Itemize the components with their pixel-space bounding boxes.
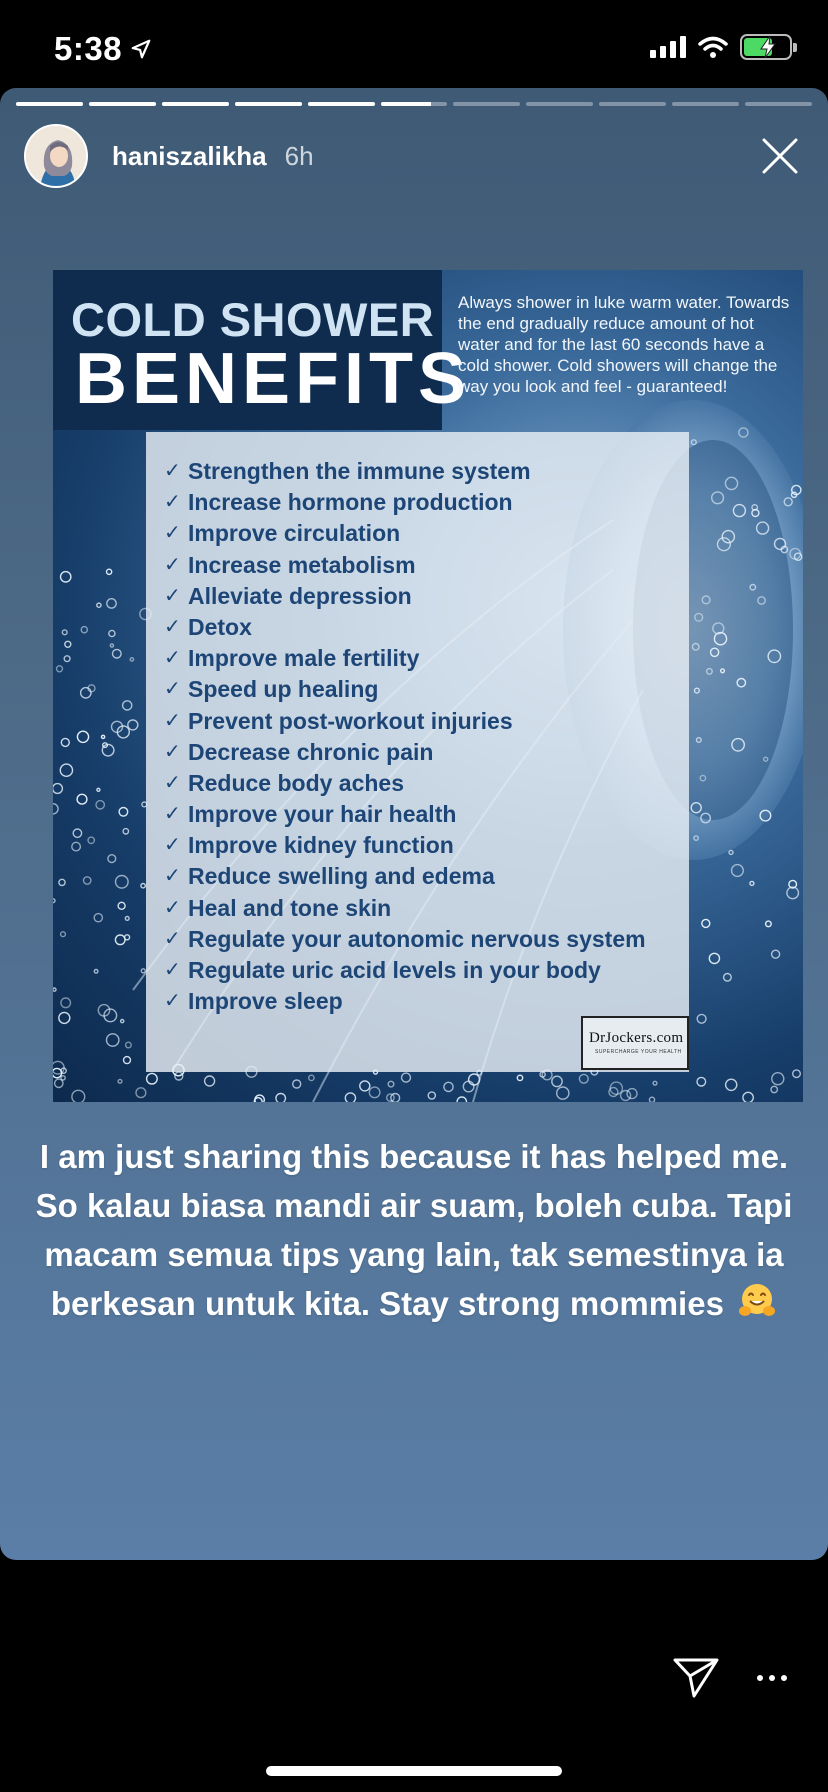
benefit-text: Improve male fertility [188,645,420,672]
logo-subtext: SUPERCHARGE YOUR HEALTH [595,1049,682,1055]
benefit-text: Regulate your autonomic nervous system [188,925,646,952]
paper-plane-icon[interactable] [672,1656,720,1700]
story-progress-segment [16,102,83,106]
benefit-item [164,861,646,892]
checkmark-icon: ✓ [164,927,181,950]
checkmark-icon: ✓ [164,990,181,1013]
benefit-item [164,799,646,830]
logo-text: DrJockers.com [589,1030,684,1046]
hugging-face-emoji-icon [737,1281,777,1321]
story-header [24,124,804,188]
wifi-icon [698,35,728,59]
benefits-list [164,456,646,1017]
benefit-item [164,487,646,518]
story-progress-segment [308,102,375,106]
benefit-item [164,612,646,643]
avatar[interactable] [24,124,88,188]
close-icon[interactable] [760,136,800,176]
benefit-item [164,924,646,955]
benefit-item [164,674,646,705]
cellular-signal-icon [650,36,686,58]
checkmark-icon: ✓ [164,553,181,576]
story-progress-segment [672,102,739,106]
home-indicator[interactable] [266,1766,562,1776]
checkmark-icon: ✓ [164,460,181,482]
benefit-text: Detox [188,613,252,640]
status-bar [0,0,828,88]
benefit-item [164,456,646,487]
story-timestamp: 6h [284,140,314,171]
story-caption [34,1132,794,1328]
checkmark-icon: ✓ [164,803,181,826]
status-indicators [650,34,792,60]
ellipsis-icon[interactable] [752,1668,792,1688]
benefit-item [164,643,646,674]
benefit-item [164,830,646,861]
benefit-text: Strengthen the immune system [188,458,531,484]
benefit-item [164,893,646,924]
story-progress-segment [162,102,229,106]
benefit-item [164,581,646,612]
checkmark-icon: ✓ [164,771,181,794]
checkmark-icon: ✓ [164,678,181,701]
story-viewer[interactable] [0,88,828,1560]
story-progress-segment [89,102,156,106]
checkmark-icon: ✓ [164,615,181,638]
benefit-item [164,706,646,737]
checkmark-icon: ✓ [164,865,181,888]
story-progress-segment [599,102,666,106]
checkmark-icon: ✓ [164,647,181,670]
checkmark-icon: ✓ [164,959,181,981]
benefits-panel [146,432,689,1072]
benefit-item [164,986,646,1017]
benefit-text: Regulate uric acid levels in your body [188,957,601,983]
benefit-item [164,768,646,799]
story-footer [0,1560,828,1792]
benefit-text: Improve your hair health [188,801,457,828]
status-time [54,30,152,68]
benefit-item [164,518,646,549]
benefit-text: Improve kidney function [188,832,454,859]
infographic-title-line2: BENEFITS [75,339,472,419]
caption-text: I am just sharing this because it has helped me. So kalau biasa mandi air suam, boleh cuba. Tapi macam semua tips yang lain, tak semestinya ia berkesan untuk kita. Stay strong mommies [35,1138,793,1322]
profile-picture-illustration [26,126,88,188]
benefit-text: Reduce swelling and edema [188,863,495,890]
infographic-title-box [53,270,472,430]
story-username[interactable]: haniszalikha [112,140,267,171]
benefit-text: Speed up healing [188,676,379,703]
location-arrow-icon [130,38,152,60]
clock-text: 5:38 [54,30,123,67]
benefit-text: Alleviate depression [188,582,412,609]
benefit-text: Decrease chronic pain [188,738,434,765]
checkmark-icon: ✓ [164,834,181,857]
battery-icon [740,34,792,60]
benefit-text: Increase metabolism [188,551,416,578]
checkmark-icon: ✓ [164,584,181,607]
charging-bolt-icon [758,35,778,59]
benefit-item [164,550,646,581]
drjockers-logo [581,1016,689,1070]
benefit-text: Reduce body aches [188,769,405,796]
checkmark-icon: ✓ [164,740,181,763]
infographic-title-line1: COLD SHOWER [71,293,435,346]
benefit-text: Improve sleep [188,988,343,1015]
story-progress-segment [381,102,448,106]
benefit-text: Improve circulation [188,520,401,547]
benefit-item [164,737,646,768]
story-image [53,270,803,1102]
checkmark-icon: ✓ [164,709,181,732]
story-progress-segment [235,102,302,106]
checkmark-icon: ✓ [164,522,181,545]
checkmark-icon: ✓ [164,896,181,919]
benefit-text: Increase hormone production [188,489,513,516]
infographic-intro-text: Always shower in luke warm water. Towards the end gradually reduce amount of hot water and for the last 60 seconds have a cold shower. Cold showers will change the way you look and feel - guaranteed! [458,293,790,396]
story-progress-segment [745,102,812,106]
benefit-item [164,955,646,986]
benefit-text: Heal and tone skin [188,894,392,921]
story-progress-segment [526,102,593,106]
checkmark-icon: ✓ [164,491,181,514]
story-progress-bar [16,102,812,106]
benefit-text: Prevent post-workout injuries [188,707,513,734]
story-progress-segment [453,102,520,106]
